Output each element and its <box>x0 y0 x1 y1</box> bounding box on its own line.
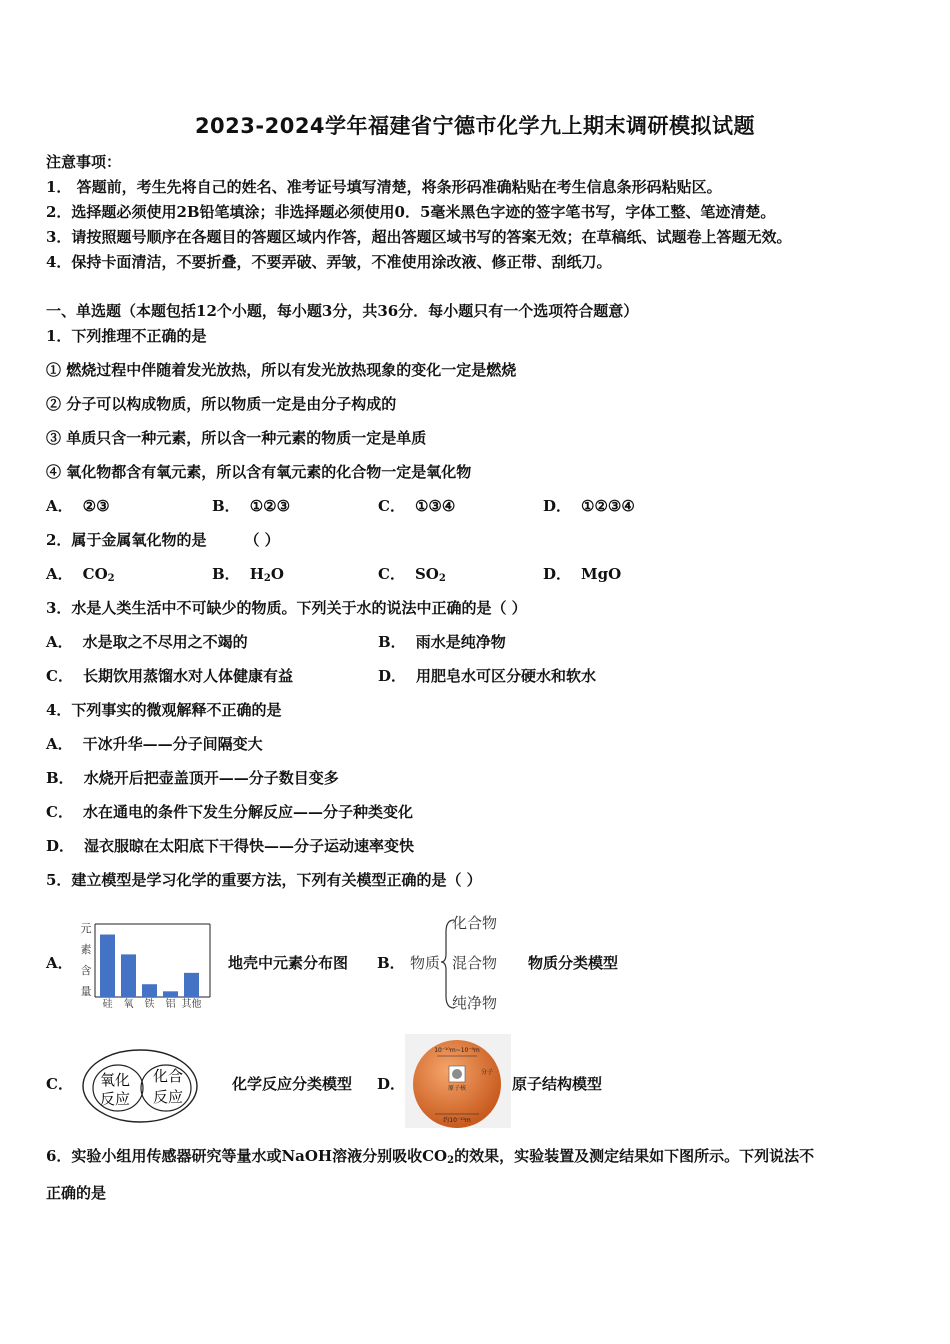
bar-2 <box>121 954 136 997</box>
notice-item-3: 3．请按照题号顺序在各题目的答题区域内作答，超出答题区域书写的答案无效；在草稿纸、试题卷上答题无效。 <box>46 228 792 246</box>
q2-stem <box>46 530 280 550</box>
q1-option-a <box>46 496 110 516</box>
subscript: 2 <box>107 573 115 584</box>
option-label: B． <box>212 497 240 515</box>
q3-option-b <box>378 632 506 652</box>
q1-statement-1: ① 燃烧过程中伴随着发光放热，所以有发光放热现象的变化一定是燃烧 <box>46 361 517 379</box>
option-text: 长期饮用蒸馏水对人体健康有益 <box>82 667 293 685</box>
bar-5 <box>184 973 199 997</box>
q5-label-c: C． <box>46 1075 73 1093</box>
option-text: CO <box>82 565 108 583</box>
option-label: C． <box>46 803 73 821</box>
option-text: 水烧开后把壶盖顶开——分子数目变多 <box>83 769 339 787</box>
bar-tick-label: 其他 <box>181 999 202 1010</box>
bar-1 <box>100 935 115 997</box>
venn-right-text-1: 化合 <box>153 1067 184 1085</box>
option-label: B． <box>46 769 74 787</box>
bar-ylabel-char: 含 <box>80 964 92 977</box>
option-label: B． <box>378 633 406 651</box>
option-text: 湿衣服晾在太阳底下干得快——分子运动速率变快 <box>84 837 415 855</box>
bar-ylabel-char: 素 <box>80 943 92 956</box>
q2-option-b <box>212 564 284 589</box>
option-text: ①②③④ <box>581 497 635 515</box>
q2-option-a <box>46 564 115 589</box>
option-text: ②③ <box>82 497 110 515</box>
bar-3 <box>142 984 157 997</box>
classify-branch-1: 化合物 <box>452 914 498 932</box>
subscript: 2 <box>438 573 446 584</box>
q5-label-b: B． <box>377 954 405 972</box>
bar-tick-label: 硅 <box>102 999 113 1010</box>
option-text: ①②③ <box>249 497 291 515</box>
option-label: D． <box>543 497 572 515</box>
notice-item-2: 2．选择题必须使用2B铅笔填涂；非选择题必须使用0．5毫米黑色字迹的签字笔书写，字体工整、笔迹清楚。 <box>46 203 776 221</box>
q4-option-d <box>46 836 414 856</box>
option-label: D． <box>378 667 407 685</box>
notice-item-1: 1． 答题前，考生先将自己的姓名、准考证号填写清楚，将条形码准确粘贴在考生信息条形码粘贴区。 <box>46 178 722 196</box>
q5-atom-model <box>405 1034 511 1128</box>
section-heading: 一、单选题（本题包括12个小题，每小题3分，共36分．每小题只有一个选项符合题意） <box>46 302 639 320</box>
classify-root: 物质 <box>410 954 441 972</box>
page-title: 2023-2024学年福建省宁德市化学九上期末调研模拟试题 <box>194 114 756 138</box>
q1-option-b <box>212 496 290 516</box>
q5-venn-diagram <box>80 1046 200 1126</box>
q2-paren: （ ） <box>244 531 280 549</box>
q3-option-c <box>46 666 293 686</box>
q2-stem-text: 2．属于金属氧化物的是 <box>46 531 207 549</box>
bar-tick-label: 铝 <box>165 999 176 1010</box>
atom-top-label: 10⁻¹⁰m~10⁻⁹m <box>434 1047 480 1054</box>
q6-stem-line-1 <box>46 1146 814 1171</box>
notice-heading: 注意事项： <box>46 153 122 171</box>
q3-option-a <box>46 632 248 652</box>
venn-left-text-2: 反应 <box>100 1090 131 1108</box>
q1-option-c <box>378 496 455 516</box>
classify-branch-2: 混合物 <box>452 954 498 972</box>
atom-bottom-label: 约10⁻¹⁰m <box>443 1117 471 1124</box>
q6-text-b: 的效果，实验装置及测定结果如下图所示。下列说法不 <box>454 1147 815 1165</box>
option-label: A． <box>46 633 73 651</box>
option-text: H <box>249 565 264 583</box>
option-text: ①③④ <box>414 497 456 515</box>
q4-option-b <box>46 768 339 788</box>
q5-label-a: A． <box>46 954 73 972</box>
option-text: SO <box>414 565 439 583</box>
q5-caption-b: 物质分类模型 <box>528 954 619 972</box>
bar-ylabel-char: 量 <box>80 985 92 998</box>
option-text: 水在通电的条件下发生分解反应——分子种类变化 <box>82 803 413 821</box>
bar-chart-bars <box>100 935 199 997</box>
q5-classify-diagram <box>406 908 516 1016</box>
venn-left-text-1: 氧化 <box>100 1071 131 1089</box>
q5-label-d: D． <box>377 1075 406 1093</box>
q6-text-a: 6．实验小组用传感器研究等量水或NaOH溶液分别吸收CO <box>46 1147 448 1165</box>
q5-bar-chart <box>76 918 218 1010</box>
option-text: MgO <box>581 565 622 583</box>
option-label: C． <box>378 565 405 583</box>
q6-subscript: 2 <box>447 1155 455 1166</box>
bar-4 <box>163 991 178 997</box>
q2-option-c <box>378 564 446 589</box>
q5-caption-a: 地壳中元素分布图 <box>228 954 349 972</box>
q4-option-c <box>46 802 413 822</box>
option-text-after: O <box>270 565 284 583</box>
option-text: 干冰升华——分子间隔变大 <box>82 735 263 753</box>
q1-stem: 1．下列推理不正确的是 <box>46 327 207 345</box>
classify-branch-3: 纯净物 <box>452 994 498 1012</box>
bar-tick-label: 氧 <box>123 999 134 1010</box>
bar-chart-xlabels <box>103 997 202 1010</box>
q3-option-d <box>378 666 596 686</box>
option-label: D． <box>46 837 75 855</box>
atom-nucleus-label: 原子核 <box>447 1085 467 1092</box>
option-label: A． <box>46 735 73 753</box>
q4-stem: 4．下列事实的微观解释不正确的是 <box>46 701 282 719</box>
option-label: C． <box>46 667 73 685</box>
q4-option-a <box>46 734 263 754</box>
option-text: 雨水是纯净物 <box>415 633 506 651</box>
notice-item-4: 4．保持卡面清洁，不要折叠，不要弄破、弄皱，不准使用涂改液、修正带、刮纸刀。 <box>46 253 612 271</box>
option-text: 用肥皂水可区分硬水和软水 <box>416 667 597 685</box>
q1-statement-3: ③ 单质只含一种元素，所以含一种元素的物质一定是单质 <box>46 429 427 447</box>
q5-caption-c: 化学反应分类模型 <box>232 1075 353 1093</box>
q2-option-d <box>543 564 621 584</box>
atom-electron-label: 分子 <box>480 1069 494 1076</box>
q1-statement-4: ④ 氧化物都含有氧元素，所以含有氧元素的化合物一定是氧化物 <box>46 463 472 481</box>
subscript: 2 <box>263 573 271 584</box>
option-label: B． <box>212 565 240 583</box>
q3-stem: 3．水是人类生活中不可缺少的物质。下列关于水的说法中正确的是（ ） <box>46 599 527 617</box>
bar-chart-ylabel <box>81 922 92 998</box>
q6-stem-line-2: 正确的是 <box>46 1184 107 1202</box>
bar-ylabel-char: 元 <box>80 922 92 935</box>
option-label: A． <box>46 497 73 515</box>
option-text: 水是取之不尽用之不竭的 <box>82 633 248 651</box>
q5-caption-d: 原子结构模型 <box>512 1075 603 1093</box>
option-label: C． <box>378 497 405 515</box>
bar-tick-label: 铁 <box>144 999 155 1010</box>
option-label: A． <box>46 565 73 583</box>
q1-option-d <box>543 496 635 516</box>
q5-stem: 5．建立模型是学习化学的重要方法，下列有关模型正确的是（ ） <box>46 871 482 889</box>
option-label: D． <box>543 565 572 583</box>
atom-nucleus <box>452 1069 462 1079</box>
venn-right-text-2: 反应 <box>153 1088 184 1106</box>
q1-statement-2: ② 分子可以构成物质，所以物质一定是由分子构成的 <box>46 395 397 413</box>
